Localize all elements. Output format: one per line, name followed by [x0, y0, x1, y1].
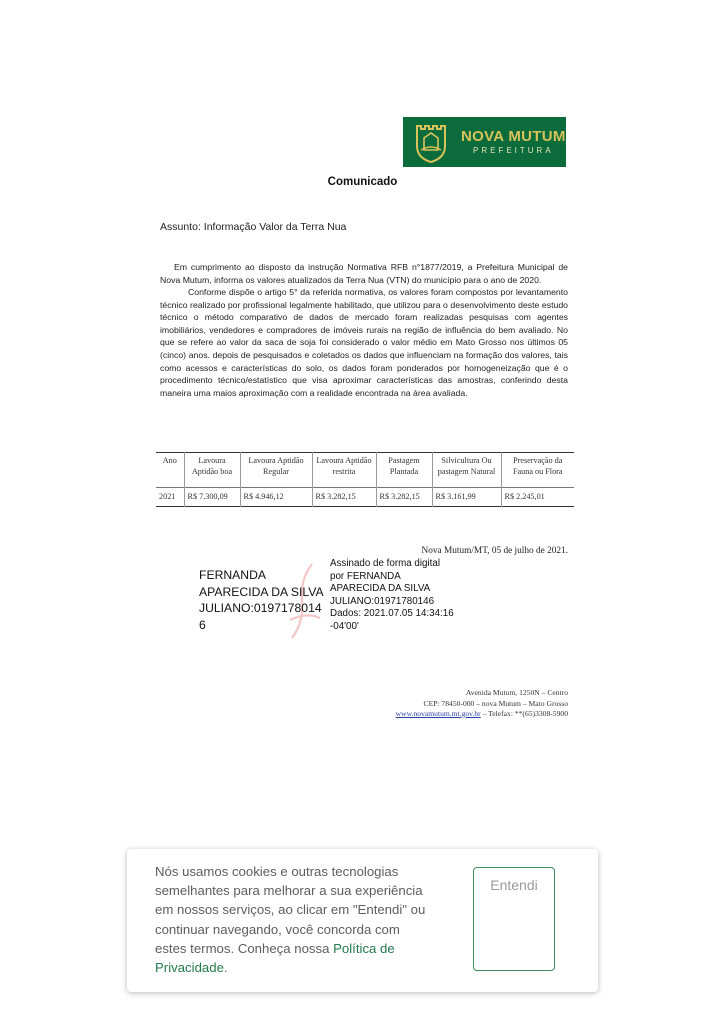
table-header-cell: Silvicultura Ou pastagem Natural: [432, 453, 501, 488]
table-header-cell: Preservação da Fauna ou Flora: [501, 453, 574, 488]
document-title: Comunicado: [327, 176, 398, 188]
nova-mutum-logo: [403, 117, 566, 167]
logo-subtitle: PREFEITURA: [472, 145, 554, 155]
cookie-text: Nós usamos cookies e outras tecnologias semelhantes para melhorar a sua experiência em nossos serviços, ao clicar em "Entendi" ou continuar navegando, você concorda com estes termos. Conheça nossa: [155, 864, 426, 956]
date-line: Nova Mutum/MT, 05 de julho de 2021.: [421, 546, 568, 556]
document-subject: Assunto: Informação Valor da Terra Nua: [160, 221, 347, 233]
table-header-cell: Lavoura Aptidão Regular: [240, 453, 312, 488]
phone-text: – Telefax: **(65)3308-5900: [480, 709, 568, 718]
logo-name: NOVA MUTUM: [461, 127, 566, 145]
signer-name-line: APARECIDA DA SILVA: [199, 584, 324, 599]
table-row: [156, 488, 574, 507]
website-link[interactable]: www.novamutum.mt.gov.br: [395, 709, 481, 718]
signature-detail-line: por FERNANDA: [330, 570, 401, 582]
signer-name: [199, 567, 324, 633]
table-header-row: [156, 453, 574, 488]
signature-detail-line: JULIANO:01971780146: [330, 595, 435, 607]
address-line: CEP: 78450-000 – nova Mutum – Mato Grosso: [423, 698, 568, 708]
address-line: Avenida Mutum, 1250N – Centro: [465, 688, 568, 697]
cookie-message: [155, 862, 435, 977]
address-footer: [396, 688, 568, 720]
crest-icon: [411, 120, 451, 164]
signature-detail-line: -04'00': [330, 620, 359, 632]
signature-detail-line: Assinado de forma digital: [330, 558, 441, 569]
table-cell: R$ 3.282,15: [312, 488, 376, 507]
cookie-banner: [127, 849, 598, 992]
table-cell: 2021: [159, 492, 176, 501]
paragraph-2: Conforme dispõe o artigo 5° da referida normativa, os valores foram compostos por levantamento técnico realizado por profissional legalmente habilitado, que utilizou para o desenvolvimento deste estudo técnico o método comparativo de dados de mercado foram realizadas pesquisas com agentes imobiliários, vendedores e compradores de imóveis rurais na região de influência do bem avaliado. No que se refere ao valor da saca de soja foi considerado o valor médio em Mato Grosso nos últimos 05 (cinco) anos. depois de pesquisados e coletados os dados que influenciam na formação dos valores, tais como acessos e características do solo, os dados foram ponderados por homogeneização que é o procedimento técnico/estatístico que visa aproximar características das amostras, conferindo desta maneira uma maios aproximação com a realidade encontrada na área avaliada.: [160, 287, 568, 398]
table-cell: R$ 3.282,15: [376, 488, 432, 507]
contact-line: [396, 709, 568, 720]
signer-name-line: JULIANO:0197178014: [199, 601, 322, 615]
privacy-policy-link[interactable]: Política de Privacidade: [155, 940, 395, 976]
table-cell: R$ 3.161,99: [432, 488, 501, 507]
table-header-cell: Lavoura Aptidão restrita: [312, 453, 376, 488]
table-header-cell: Pastagem Plantada: [376, 453, 432, 488]
table-cell: R$ 7.300,09: [184, 488, 240, 507]
table-cell: R$ 2.245,01: [501, 488, 574, 507]
signature-detail-line: Dados: 2021.07.05 14:34:16: [330, 608, 454, 619]
table-cell: R$ 4.946,12: [240, 488, 312, 507]
table-header-cell: Lavoura Aptidão boa: [184, 453, 240, 488]
signer-name-line: FERNANDA: [199, 568, 267, 582]
table-header-cell: Ano: [162, 456, 177, 465]
paragraph-1: Em cumprimento ao disposto da instrução Normativa RFB n°1877/2019, a Prefeitura Municipal de Nova Mutum, informa os valores atualizados da Terra Nua (VTN) do município para o ano de 2020.: [160, 262, 568, 285]
accept-cookies-button[interactable]: Entendi: [473, 867, 555, 971]
signer-name-line: 6: [199, 617, 206, 632]
land-value-table: [156, 452, 574, 507]
digital-signature-details: [330, 558, 454, 633]
signature-detail-line: APARECIDA DA SILVA: [330, 583, 431, 594]
cookie-text-end: .: [223, 960, 228, 976]
